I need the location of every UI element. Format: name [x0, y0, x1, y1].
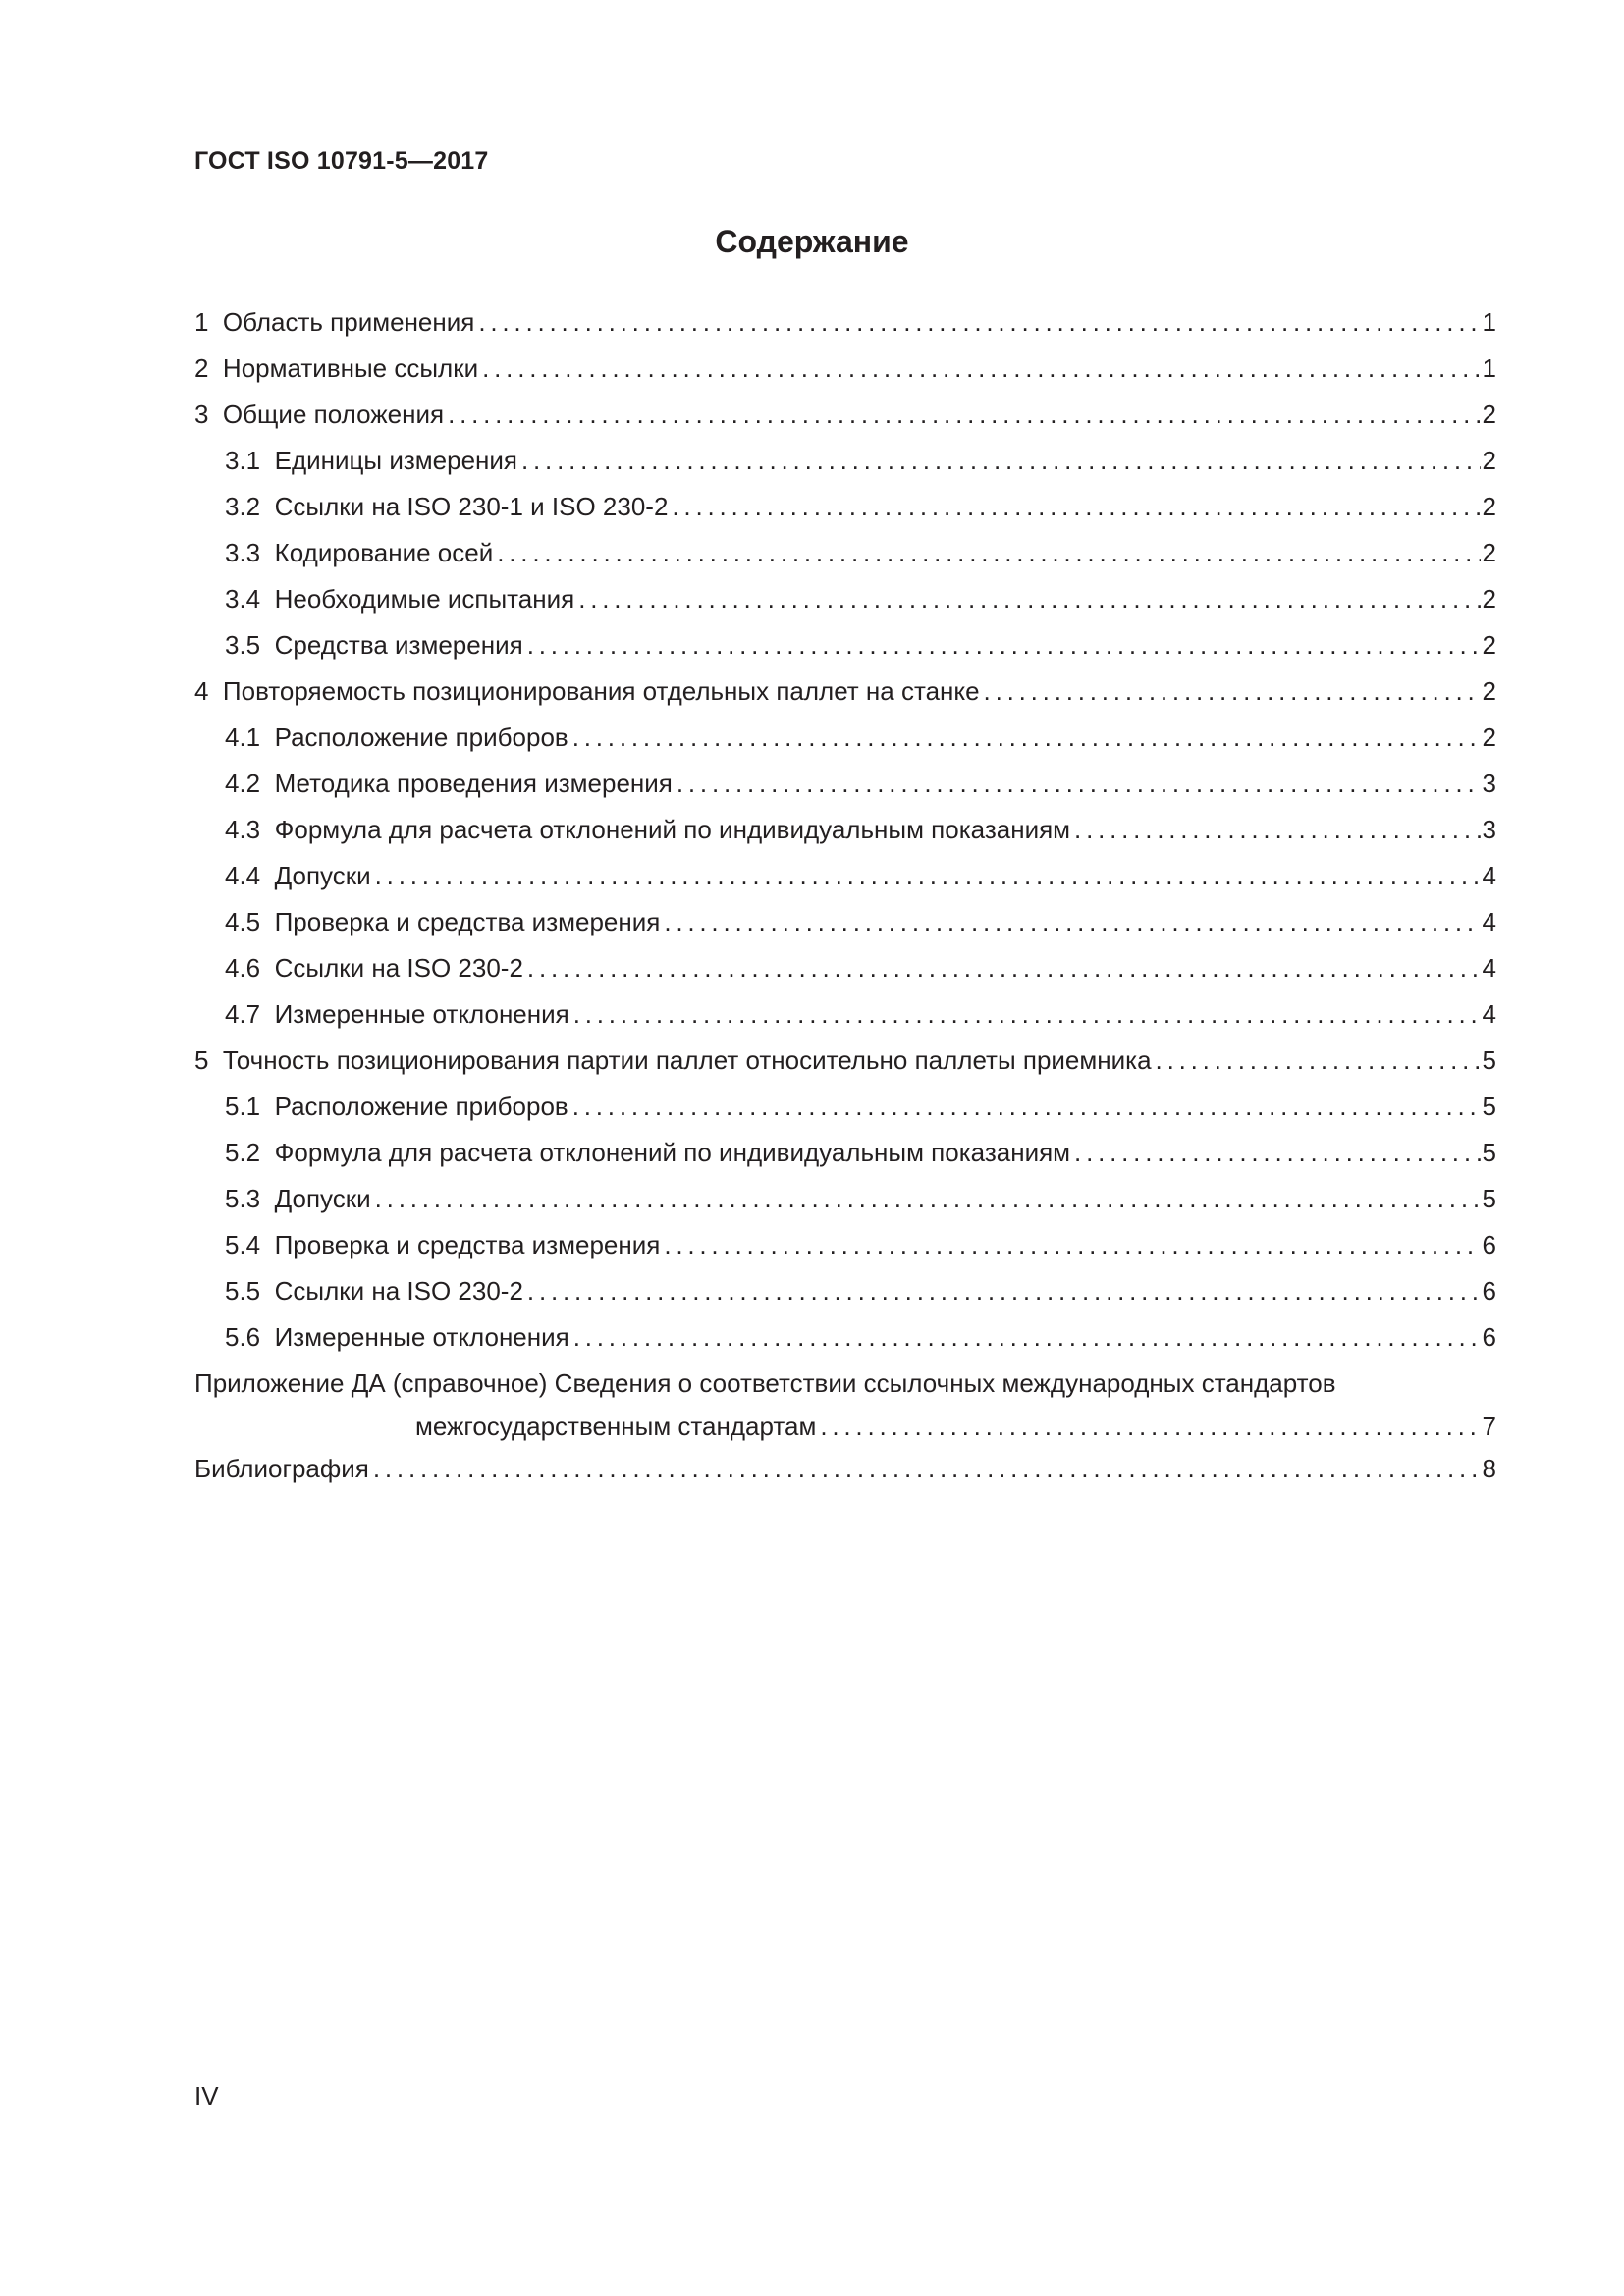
- toc-dot-leader: [474, 299, 1480, 346]
- toc-entry-label: Измеренные отклонения: [274, 999, 569, 1029]
- toc-dot-leader: [816, 1407, 1480, 1446]
- toc-entry-page: 3: [1482, 815, 1496, 844]
- toc-entry-page: 2: [1482, 630, 1496, 660]
- toc-entry-label: Расположение приборов: [274, 1092, 568, 1121]
- toc-entry-number: 4.7: [225, 999, 261, 1029]
- toc-entry-label: Кодирование осей: [274, 538, 494, 567]
- toc-entry-page: 2: [1482, 584, 1496, 614]
- toc-dot-leader: [1070, 1130, 1480, 1176]
- toc-entry-label: Средства измерения: [274, 630, 523, 660]
- toc-entry-3-3[interactable]: [194, 530, 1496, 576]
- toc-entry-number: 5.5: [225, 1276, 261, 1306]
- toc-entry-page: 5: [1482, 1045, 1496, 1075]
- toc-dot-leader: [660, 1222, 1480, 1268]
- toc-entry-label: Единицы измерения: [274, 446, 517, 475]
- toc-entry-page: 5: [1482, 1138, 1496, 1167]
- toc-dot-leader: [523, 945, 1481, 991]
- toc-appendix-title: Приложение ДА (справочное) Сведения о соответствии ссылочных международных стандартов: [194, 1368, 1336, 1398]
- toc-entry-5-2[interactable]: [194, 1130, 1496, 1176]
- toc-entry-page: 7: [1482, 1412, 1496, 1441]
- toc-entry-number: 1: [194, 307, 209, 337]
- toc-entry-3-2[interactable]: [194, 484, 1496, 530]
- toc-entry-label: Ссылки на ISO 230-2: [274, 1276, 523, 1306]
- toc-entry-number: 5.3: [225, 1184, 261, 1213]
- toc-entry-label: Библиография: [194, 1454, 369, 1483]
- toc-entry-number: 3.1: [225, 446, 261, 475]
- toc-entry-5-1[interactable]: [194, 1084, 1496, 1130]
- toc-entry-label: Общие положения: [222, 400, 445, 429]
- toc-entry-page: 3: [1482, 769, 1496, 798]
- toc-entry-number: 5.4: [225, 1230, 261, 1259]
- toc-entry-page: 2: [1482, 722, 1496, 752]
- toc-entry-number: 3.2: [225, 492, 261, 521]
- toc-entry-page: 5: [1482, 1092, 1496, 1121]
- page-number: IV: [194, 2081, 219, 2110]
- toc-dot-leader: [568, 1084, 1481, 1130]
- toc-dot-leader: [371, 1176, 1481, 1222]
- toc-entry-page: 1: [1482, 307, 1496, 337]
- toc-entry-page: 8: [1482, 1454, 1496, 1483]
- toc-dot-leader: [569, 991, 1481, 1038]
- toc-dot-leader: [1152, 1038, 1481, 1084]
- toc-dot-leader: [668, 484, 1480, 530]
- toc-entry-page: 6: [1482, 1276, 1496, 1306]
- toc-dot-leader: [980, 668, 1481, 715]
- toc-entry-label: Точность позиционирования партии паллет относительно паллеты приемника: [222, 1045, 1152, 1075]
- toc-entry-1[interactable]: [194, 299, 1496, 346]
- toc-entry-4-3[interactable]: [194, 807, 1496, 853]
- toc-entry-4[interactable]: [194, 668, 1496, 715]
- toc-entry-page: 2: [1482, 446, 1496, 475]
- toc-entry-number: 4.3: [225, 815, 261, 844]
- toc-entry-4-6[interactable]: [194, 945, 1496, 991]
- toc-entry-label: Допуски: [274, 1184, 371, 1213]
- toc-dot-leader: [444, 392, 1480, 438]
- toc-entry-page: 4: [1482, 999, 1496, 1029]
- toc-dot-leader: [523, 1268, 1481, 1314]
- toc-dot-leader: [517, 438, 1481, 484]
- toc-entry-page: 6: [1482, 1230, 1496, 1259]
- toc-entry-number: 5.6: [225, 1322, 261, 1352]
- toc-dot-leader: [478, 346, 1480, 392]
- toc-entry-label: Формула для расчета отклонений по индивидуальным показаниям: [274, 815, 1071, 844]
- toc-entry-page: 2: [1482, 676, 1496, 706]
- toc-entry-page: 2: [1482, 538, 1496, 567]
- toc-entry-number: 3.5: [225, 630, 261, 660]
- toc-entry-label: Область применения: [222, 307, 475, 337]
- toc-entry-label: Ссылки на ISO 230-2: [274, 953, 523, 983]
- toc-entry-number: 3.3: [225, 538, 261, 567]
- toc-entry-4-4[interactable]: [194, 853, 1496, 899]
- toc-entry-page: 4: [1482, 861, 1496, 890]
- toc-entry-number: 4.5: [225, 907, 261, 936]
- toc-dot-leader: [569, 1314, 1481, 1361]
- toc-entry-4-1[interactable]: [194, 715, 1496, 761]
- toc-entry-label: Методика проведения измерения: [274, 769, 673, 798]
- toc-entry-3-1[interactable]: [194, 438, 1496, 484]
- toc-entry-number: 4: [194, 676, 209, 706]
- toc-entry-number: 5.1: [225, 1092, 261, 1121]
- toc-entry-label: Формула для расчета отклонений по индивидуальным показаниям: [274, 1138, 1071, 1167]
- toc-appendix-title-cont: межгосударственным стандартам: [415, 1412, 817, 1441]
- toc-entry-page: 2: [1482, 400, 1496, 429]
- toc-entry-page: 1: [1482, 353, 1496, 383]
- toc-entry-5-3[interactable]: [194, 1176, 1496, 1222]
- toc-entry-page: 4: [1482, 907, 1496, 936]
- toc-entry-number: 5.2: [225, 1138, 261, 1167]
- toc-entry-label: Допуски: [274, 861, 371, 890]
- toc-entry-5-5[interactable]: [194, 1268, 1496, 1314]
- toc-entry-appendix[interactable]: [194, 1361, 1496, 1446]
- toc-entry-2[interactable]: [194, 346, 1496, 392]
- toc-entry-number: 4.2: [225, 769, 261, 798]
- table-of-contents: [194, 299, 1496, 1492]
- toc-dot-leader: [523, 622, 1481, 668]
- toc-entry-bibliography[interactable]: [194, 1446, 1496, 1492]
- toc-entry-label: Проверка и средства измерения: [274, 1230, 661, 1259]
- toc-dot-leader: [371, 853, 1481, 899]
- toc-entry-number: 3.4: [225, 584, 261, 614]
- toc-entry-number: 5: [194, 1045, 209, 1075]
- toc-entry-5-6[interactable]: [194, 1314, 1496, 1361]
- toc-dot-leader: [493, 530, 1480, 576]
- toc-entry-label: Измеренные отклонения: [274, 1322, 569, 1352]
- toc-entry-3[interactable]: [194, 392, 1496, 438]
- toc-entry-3-5[interactable]: [194, 622, 1496, 668]
- toc-entry-number: 4.4: [225, 861, 261, 890]
- toc-entry-page: 6: [1482, 1322, 1496, 1352]
- document-code: ГОСТ ISO 10791-5—2017: [194, 147, 489, 175]
- toc-entry-label: Нормативные ссылки: [222, 353, 479, 383]
- toc-entry-4-5[interactable]: [194, 899, 1496, 945]
- toc-dot-leader: [1070, 807, 1480, 853]
- toc-entry-label: Необходимые испытания: [274, 584, 575, 614]
- toc-entry-label: Ссылки на ISO 230-1 и ISO 230-2: [274, 492, 669, 521]
- toc-dot-leader: [369, 1446, 1481, 1492]
- toc-entry-4-7[interactable]: [194, 991, 1496, 1038]
- toc-entry-label: Проверка и средства измерения: [274, 907, 661, 936]
- page-title: Содержание: [715, 224, 909, 259]
- toc-entry-3-4[interactable]: [194, 576, 1496, 622]
- toc-entry-label: Повторяемость позиционирования отдельных паллет на станке: [222, 676, 980, 706]
- toc-entry-page: 5: [1482, 1184, 1496, 1213]
- toc-entry-page: 4: [1482, 953, 1496, 983]
- toc-entry-number: 3: [194, 400, 209, 429]
- toc-entry-number: 4.1: [225, 722, 261, 752]
- toc-dot-leader: [660, 899, 1480, 945]
- toc-entry-number: 2: [194, 353, 209, 383]
- toc-entry-page: 2: [1482, 492, 1496, 521]
- toc-dot-leader: [574, 576, 1480, 622]
- toc-entry-number: 4.6: [225, 953, 261, 983]
- toc-entry-label: Расположение приборов: [274, 722, 568, 752]
- toc-dot-leader: [568, 715, 1481, 761]
- toc-entry-5[interactable]: [194, 1038, 1496, 1084]
- toc-entry-5-4[interactable]: [194, 1222, 1496, 1268]
- toc-dot-leader: [673, 761, 1481, 807]
- toc-entry-4-2[interactable]: [194, 761, 1496, 807]
